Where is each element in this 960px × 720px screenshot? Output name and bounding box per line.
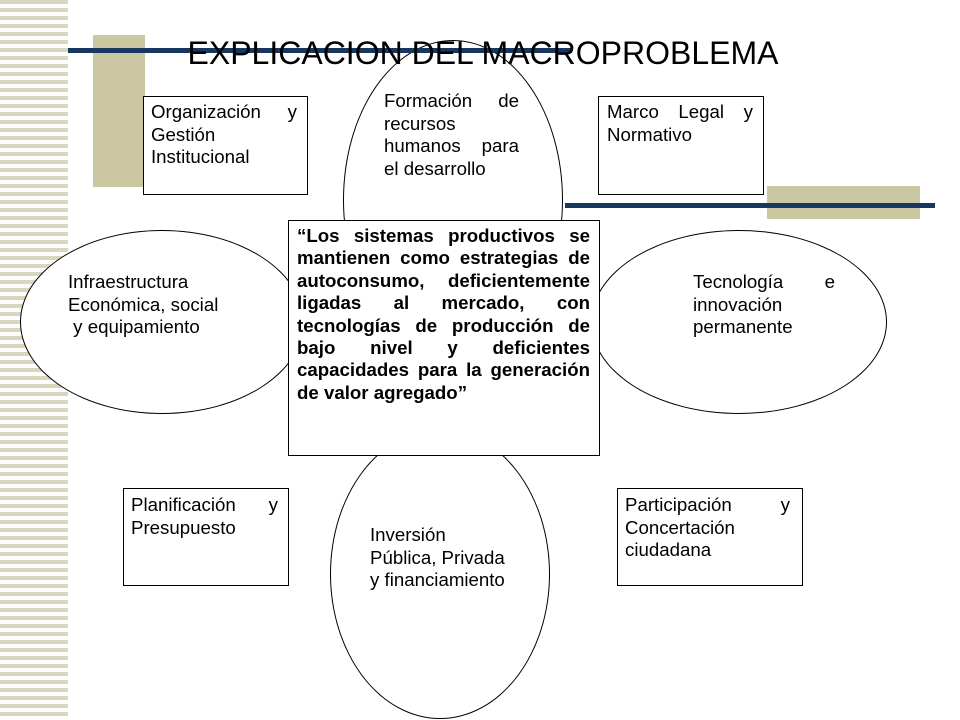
ellipse-text-line: innovación: [693, 293, 783, 315]
ellipse-text-line: y financiamiento: [370, 569, 505, 590]
ellipse-technology-text: [693, 271, 835, 339]
box-text-line: Institucional: [151, 146, 250, 167]
box-text-line: Marco Legal y: [607, 101, 753, 122]
ellipse-text-line: Económica, social: [68, 293, 219, 315]
ellipse-infrastructure-text: [68, 271, 233, 339]
decorative-rule-right: [565, 203, 935, 208]
ellipse-text-line: Pública, Privada: [370, 546, 505, 568]
ellipse-investment-text: [370, 524, 515, 592]
box-text-line: Participación y: [625, 494, 790, 515]
ellipse-text-line: el desarrollo: [384, 157, 486, 179]
statement-line: ligadas al mercado, con: [297, 292, 590, 314]
decorative-block-left: [93, 35, 145, 187]
box-text-line: ciudadana: [625, 539, 712, 560]
ellipse-investment: [330, 429, 550, 719]
central-problem-box: [288, 220, 600, 456]
statement-line: tecnologías de producción de: [297, 314, 590, 336]
ellipse-infrastructure: [20, 230, 304, 414]
box-legal-framework: [598, 96, 764, 195]
statement-line: mantienen como estrategias de: [297, 247, 590, 269]
box-organization: [143, 96, 308, 195]
statement-line: bajo nivel y deficientes: [297, 337, 590, 359]
box-text-line: Presupuesto: [131, 516, 236, 538]
ellipse-text-line: permanente: [693, 316, 793, 337]
ellipse-text-line: humanos para: [384, 135, 519, 157]
statement-line: de valor agregado”: [297, 381, 468, 403]
box-text-line: Organización y: [151, 101, 297, 122]
ellipse-text-line: Infraestructura: [68, 271, 189, 292]
box-text-line: Gestión: [151, 123, 216, 145]
ellipse-text-line: recursos: [384, 112, 456, 134]
ellipse-human-resources-text: [384, 90, 519, 180]
box-participation-text: [625, 494, 790, 562]
statement-line: autoconsumo, deficientemente: [297, 269, 590, 291]
box-text-line: Normativo: [607, 123, 693, 145]
box-planning: [123, 488, 289, 586]
statement-line: “Los sistemas productivos se: [297, 225, 590, 246]
ellipse-text-line: Inversión: [370, 524, 446, 545]
statement-line: capacidades para la generación: [297, 359, 590, 381]
box-text-line: Planificación y: [131, 494, 278, 515]
ellipse-text-line: Formación de: [384, 90, 519, 111]
ellipse-text-line: y equipamiento: [68, 316, 200, 337]
ellipse-technology: [591, 230, 887, 414]
ellipse-text-line: Tecnología e: [693, 271, 835, 292]
box-text-line: Concertación: [625, 516, 735, 538]
central-problem-statement: [297, 225, 590, 404]
box-organization-text: [151, 101, 297, 169]
box-planning-text: [131, 494, 278, 539]
slide-title: EXPLICACION DEL MACROPROBLEMA: [187, 35, 779, 71]
box-participation: [617, 488, 803, 586]
box-legal-framework-text: [607, 101, 753, 146]
